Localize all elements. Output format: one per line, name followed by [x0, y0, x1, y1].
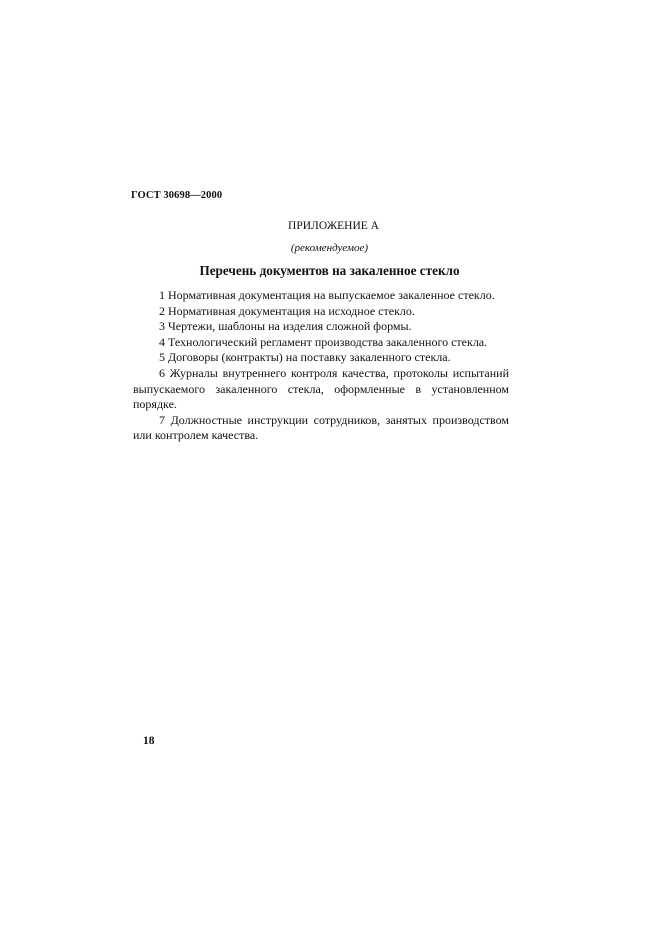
list-item: 6 Журналы внутреннего контроля качества, протоколы испытаний выпускаемого закаленного стекла, оформленные в установленном порядке.: [133, 365, 509, 412]
list-item: 5 Договоры (контракты) на поставку закаленного стекла.: [159, 350, 451, 365]
list-item: 4 Технологический регламент производства закаленного стекла.: [159, 334, 488, 349]
document-list-title-text: Перечень документов на закаленное стекло: [199, 263, 460, 278]
document-list-title: [0, 263, 661, 279]
appendix-status-note: [0, 242, 661, 254]
appendix-status-text: (рекомендуемое): [290, 242, 369, 254]
list-item: 2 Нормативная документация на исходное стекло.: [159, 303, 415, 318]
list-item: 3 Чертежи, шаблоны на изделия сложной формы.: [159, 319, 412, 334]
document-list: [133, 288, 509, 444]
list-item: 1 Нормативная документация на выпускаемое закаленное стекло.: [159, 288, 495, 302]
appendix-title-text: ПРИЛОЖЕНИЕ А: [288, 220, 379, 232]
list-item: 7 Должностные инструкции сотрудников, занятых производством или контролем качества.: [133, 412, 509, 443]
page-number: 18: [143, 735, 155, 747]
standard-code-header: ГОСТ 30698—2000: [131, 190, 223, 201]
appendix-title: [0, 220, 661, 232]
